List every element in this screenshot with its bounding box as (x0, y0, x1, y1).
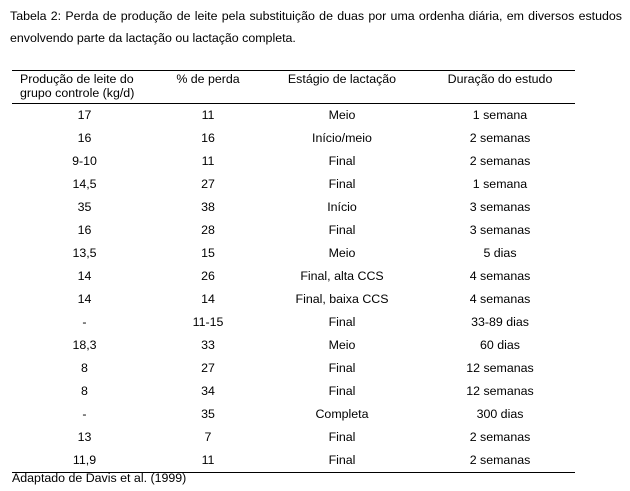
header-lactation-stage: Estágio de lactação (287, 72, 397, 86)
cell-loss-percent: 11 (201, 453, 215, 467)
table-row (12, 173, 575, 196)
cell-loss-percent: 14 (201, 292, 215, 306)
cell-lactation-stage: Final, alta CCS (300, 269, 384, 283)
cell-lactation-stage: Final (328, 453, 356, 467)
table-body (12, 104, 575, 473)
table-row (12, 104, 575, 128)
cell-production: 18,3 (72, 338, 97, 352)
cell-lactation-stage: Completa (315, 407, 369, 421)
cell-loss-percent: 33 (201, 338, 215, 352)
header-loss-percent: % de perda (176, 72, 240, 86)
table-caption: Tabela 2: Perda de produção de leite pela substituição de duas por uma ordenha diária, em diversos estudos envolvendo parte da lactação ou lactação completa. (10, 9, 622, 45)
cell-production: 8 (81, 384, 88, 398)
cell-lactation-stage: Meio (328, 108, 356, 122)
table-footnote: Adaptado de Davis et al. (1999) (12, 471, 187, 485)
data-table-container (12, 70, 575, 473)
table-row (12, 311, 575, 334)
cell-production: 35 (77, 200, 92, 214)
table-row (12, 242, 575, 265)
cell-study-duration: 60 dias (480, 338, 520, 352)
cell-loss-percent: 26 (201, 269, 215, 283)
cell-study-duration: 2 semanas (469, 453, 531, 467)
table-row (12, 403, 575, 426)
cell-production: 9-10 (72, 154, 97, 168)
table-row (12, 357, 575, 380)
cell-lactation-stage: Meio (328, 338, 356, 352)
cell-lactation-stage: Final (328, 223, 356, 237)
cell-study-duration: 2 semanas (469, 430, 531, 444)
cell-lactation-stage: Final, baixa CCS (295, 292, 389, 306)
cell-study-duration: 1 semana (472, 177, 528, 191)
cell-study-duration: 4 semanas (469, 269, 531, 283)
header-study-duration: Duração do estudo (447, 72, 553, 86)
cell-study-duration: 2 semanas (469, 131, 531, 145)
cell-lactation-stage: Meio (328, 246, 356, 260)
cell-production: 17 (77, 108, 92, 122)
table-header-row (12, 71, 575, 104)
cell-study-duration: 5 dias (483, 246, 517, 260)
cell-study-duration: 3 semanas (469, 223, 531, 237)
cell-lactation-stage: Final (328, 430, 356, 444)
cell-production: 14 (77, 292, 92, 306)
cell-loss-percent: 27 (201, 177, 215, 191)
table-row (12, 196, 575, 219)
cell-production: - (82, 315, 87, 329)
cell-study-duration: 12 semanas (466, 361, 534, 375)
cell-production: 16 (77, 223, 92, 237)
cell-study-duration: 12 semanas (466, 384, 534, 398)
table-row (12, 426, 575, 449)
cell-production: 14,5 (72, 177, 97, 191)
cell-production: 14 (77, 269, 92, 283)
cell-loss-percent: 28 (201, 223, 215, 237)
cell-lactation-stage: Início/meio (312, 131, 372, 145)
cell-production: 16 (77, 131, 92, 145)
table-row (12, 288, 575, 311)
table-row (12, 150, 575, 173)
cell-production: 13,5 (72, 246, 97, 260)
cell-loss-percent: 34 (201, 384, 215, 398)
cell-study-duration: 4 semanas (469, 292, 531, 306)
table-row (12, 265, 575, 288)
cell-production: 8 (81, 361, 88, 375)
cell-production: - (82, 407, 87, 421)
cell-loss-percent: 38 (201, 200, 215, 214)
table-row (12, 127, 575, 150)
cell-lactation-stage: Final (328, 177, 356, 191)
data-table (12, 70, 575, 473)
cell-study-duration: 3 semanas (469, 200, 531, 214)
cell-production: 13 (77, 430, 92, 444)
cell-loss-percent: 16 (201, 131, 215, 145)
cell-loss-percent: 7 (204, 430, 212, 444)
cell-production: 11,9 (72, 453, 97, 467)
cell-study-duration: 1 semana (472, 108, 528, 122)
cell-loss-percent: 15 (201, 246, 215, 260)
cell-loss-percent: 35 (201, 407, 215, 421)
cell-loss-percent: 27 (201, 361, 215, 375)
table-row (12, 334, 575, 357)
table-row (12, 449, 575, 473)
cell-lactation-stage: Final (328, 384, 356, 398)
cell-study-duration: 33-89 dias (471, 315, 529, 329)
table-row (12, 380, 575, 403)
cell-study-duration: 2 semanas (469, 154, 531, 168)
cell-lactation-stage: Início (327, 200, 357, 214)
header-production: Produção de leite do grupo controle (kg/d) (20, 72, 135, 100)
cell-study-duration: 300 dias (476, 407, 524, 421)
table-row (12, 219, 575, 242)
cell-lactation-stage: Final (328, 315, 356, 329)
cell-loss-percent: 11 (201, 108, 215, 122)
cell-loss-percent: 11 (201, 154, 215, 168)
cell-lactation-stage: Final (328, 361, 356, 375)
cell-lactation-stage: Final (328, 154, 356, 168)
cell-loss-percent: 11-15 (192, 315, 224, 329)
